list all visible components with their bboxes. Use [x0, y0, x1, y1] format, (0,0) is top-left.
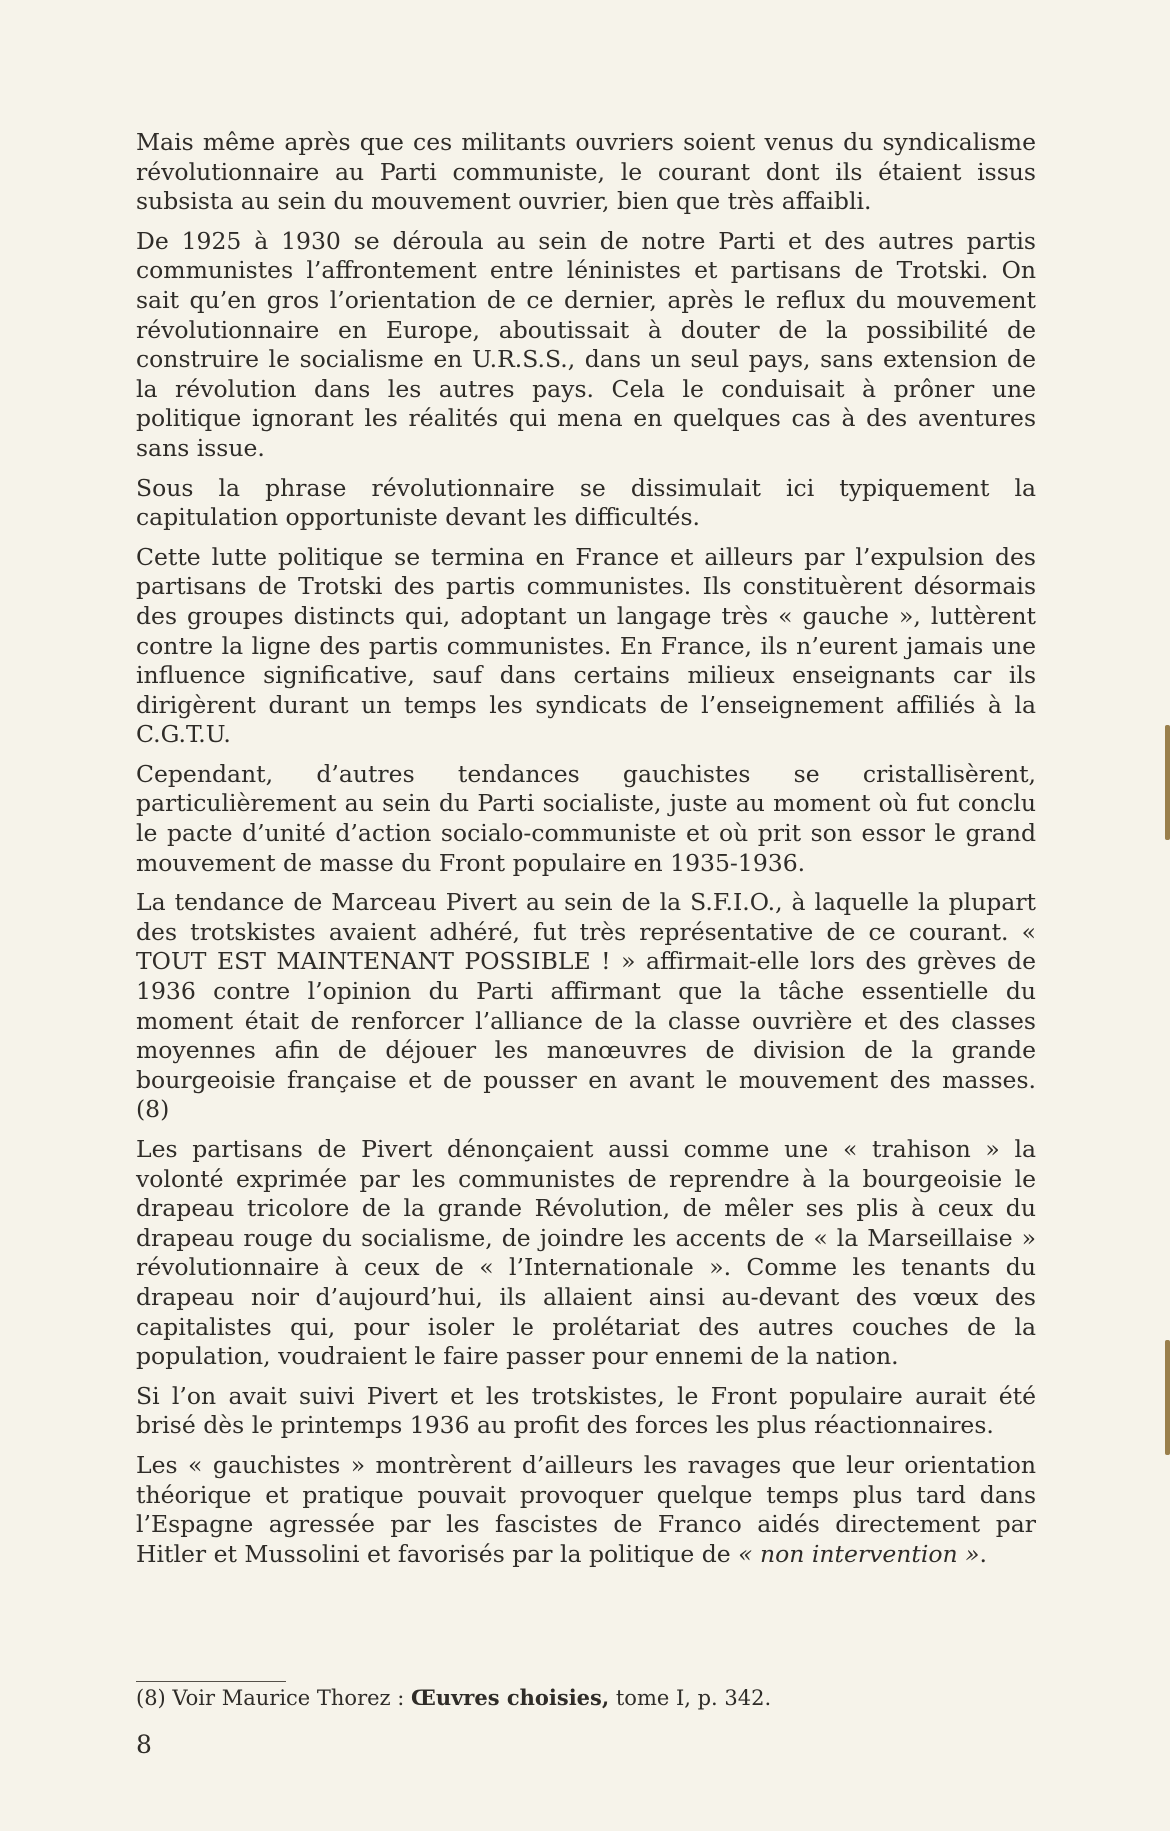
- footnote-title: Œuvres choisies,: [411, 1685, 610, 1710]
- paragraph-3: Sous la phrase révolutionnaire se dissimulait ici typiquement la capitulation opportuniste devant les difficultés.: [136, 473, 1036, 532]
- paragraph-6: La tendance de Marceau Pivert au sein de la S.F.I.O., à laquelle la plupart des trotskistes avaient adhéré, fut très représentative de ce courant. « TOUT EST MAINTENANT POSSIBLE ! » affirmait-elle lors des grèves de 1936 contre l’opinion du Parti affirmant que la tâche essentielle du moment était de renforcer l’alliance de la classe ouvrière et des classes moyennes afin de déjouer les manœuvres de division de la grande bourgeoisie française et de pousser en avant le mouvement des masses. (8): [136, 888, 1036, 1124]
- paragraph-8: Si l’on avait suivi Pivert et les trotskistes, le Front populaire aurait été brisé dès le printemps 1936 au profit des forces les plus réactionnaires.: [136, 1381, 1036, 1440]
- paragraph-9-text: Les « gauchistes » montrèrent d’ailleurs les ravages que leur orientation théorique et pratique pouvait provoquer quelque temps plus tard dans l’Espagne agressée par les fascistes de Franco aidés directement par Hitler et Mussolini et favorisés par la politique de: [136, 1450, 1036, 1568]
- paragraph-1: Mais même après que ces militants ouvriers soient venus du syndicalisme révolutionnaire au Parti communiste, le courant dont ils étaient issus subsista au sein du mouvement ouvrier, bien que très affaibli.: [136, 128, 1036, 216]
- non-intervention-emphasis: « non intervention »: [738, 1539, 980, 1568]
- paragraph-7: Les partisans de Pivert dénonçaient aussi comme une « trahison » la volonté exprimée par les communistes de reprendre à la bourgeoisie le drapeau tricolore de la grande Révolution, de mêler ses plis à ceux du drapeau rouge du socialisme, de joindre les accents de « la Marseillaise » révolutionnaire à ceux de « l’Internationale ». Comme les tenants du drapeau noir d’aujourd’hui, ils allaient ainsi au-devant des vœux des capitalistes qui, pour isoler le prolétariat des autres couches de la population, voudraient le faire passer pour ennemi de la nation.: [136, 1135, 1036, 1371]
- footnote: [136, 1684, 1036, 1712]
- page-number: 8: [136, 1730, 152, 1759]
- page-edge-mark-bottom: [1165, 1340, 1170, 1455]
- body-text: [136, 128, 1036, 1579]
- page-edge-mark-top: [1165, 725, 1170, 840]
- paragraph-4: Cette lutte politique se termina en France et ailleurs par l’expulsion des partisans de Trotski des partis communistes. Ils constituèrent désormais des groupes distincts qui, adoptant un langage très « gauche », luttèrent contre la ligne des partis communistes. En France, ils n’eurent jamais une influence significative, sauf dans certains milieux enseignants car ils dirigèrent durant un temps les syndicats de l’enseignement affiliés à la C.G.T.U.: [136, 542, 1036, 749]
- paragraph-9-end: .: [979, 1539, 988, 1568]
- footnote-divider: [136, 1681, 286, 1682]
- footnote-suffix: tome I, p. 342.: [609, 1686, 772, 1710]
- footnote-prefix: (8) Voir Maurice Thorez :: [136, 1686, 412, 1710]
- paragraph-2: De 1925 à 1930 se déroula au sein de notre Parti et des autres partis communistes l’affrontement entre léninistes et partisans de Trotski. On sait qu’en gros l’orientation de ce dernier, après le reflux du mouvement révolutionnaire en Europe, aboutissait à douter de la possibilité de construire le socialisme en U.R.S.S., dans un seul pays, sans extension de la révolution dans les autres pays. Cela le conduisait à prôner une politique ignorant les réalités qui mena en quelques cas à des aventures sans issue.: [136, 226, 1036, 462]
- paragraph-9: [136, 1451, 1036, 1569]
- paragraph-5: Cependant, d’autres tendances gauchistes se cristallisèrent, particulièrement au sein du Parti socialiste, juste au moment où fut conclu le pacte d’unité d’action socialo-communiste et où prit son essor le grand mouvement de masse du Front populaire en 1935-1936.: [136, 759, 1036, 877]
